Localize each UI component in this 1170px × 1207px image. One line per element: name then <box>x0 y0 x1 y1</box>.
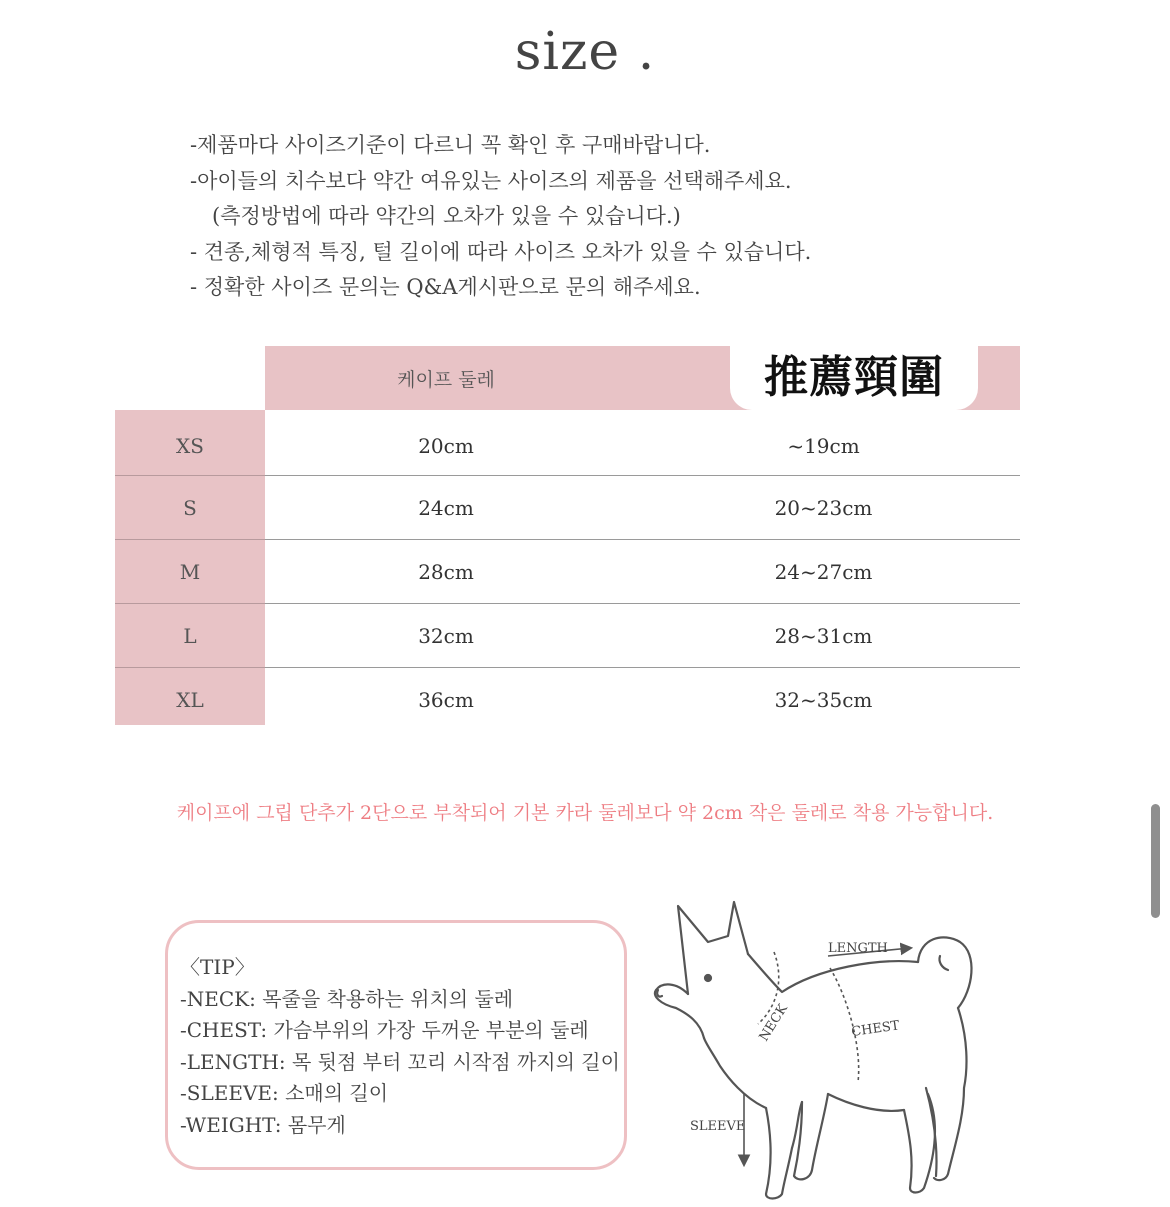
neck-value: ~19cm <box>787 433 860 458</box>
tip-text <box>180 952 640 1141</box>
table-row <box>115 668 1020 731</box>
size-label: XS <box>176 433 204 458</box>
tip-line: -LENGTH: 목 뒷점 부터 꼬리 시작점 까지의 길이 <box>180 1049 620 1074</box>
chest-label: CHEST <box>850 1018 901 1040</box>
note-line: -아이들의 치수보다 약간 여유있는 사이즈의 제품을 선택해주세요. <box>190 168 792 193</box>
tip-heading: 〈TIP〉 <box>180 955 255 979</box>
note-line: - 정확한 사이즈 문의는 Q&A게시판으로 문의 해주세요. <box>190 275 701 299</box>
table-row <box>115 414 1020 477</box>
sleeve-label: SLEEVE <box>690 1119 746 1134</box>
table-row <box>115 540 1020 603</box>
notes <box>190 128 1050 306</box>
size-label: M <box>179 559 201 584</box>
note-line: - 견종,체형적 특징, 털 길이에 따라 사이즈 오차가 있을 수 있습니다. <box>190 239 812 264</box>
scrollbar-thumb[interactable] <box>1151 804 1160 918</box>
size-label: XL <box>176 687 204 712</box>
length-label: LENGTH <box>828 941 888 956</box>
neck-label: NECK <box>756 1001 791 1045</box>
tip-line: -NECK: 목줄을 착용하는 위치의 둘레 <box>180 986 514 1011</box>
cape-value: 28cm <box>418 559 474 584</box>
tip-line: -CHEST: 가슴부위의 가장 두꺼운 부분의 둘레 <box>180 1018 589 1042</box>
neck-value: 28~31cm <box>774 623 873 648</box>
table-row <box>115 476 1020 539</box>
tip-line: -SLEEVE: 소매의 길이 <box>180 1081 389 1105</box>
dog-measurement-illustration <box>648 898 1008 1203</box>
tip-line: -WEIGHT: 몸무게 <box>180 1112 346 1137</box>
table-row <box>115 604 1020 667</box>
page-title: size . <box>514 22 656 82</box>
note-line: (측정방법에 따라 약간의 오차가 있을 수 있습니다.) <box>212 204 681 228</box>
size-label: S <box>183 495 197 520</box>
cape-value: 36cm <box>418 687 474 712</box>
grip-button-note: 케이프에 그립 단추가 2단으로 부착되어 기본 카라 둘레보다 약 2cm 작은 둘레로 착용 가능합니다. <box>176 802 994 824</box>
note-line: -제품마다 사이즈기준이 다르니 꼭 확인 후 구매바랍니다. <box>190 133 711 157</box>
header-cape-circumference: 케이프 둘레 <box>397 368 495 391</box>
cape-value: 32cm <box>418 623 474 648</box>
cape-value: 24cm <box>418 495 474 520</box>
cape-value: 20cm <box>418 433 474 458</box>
header-recommended-neck: 推薦頸圍 <box>730 336 978 410</box>
size-label: L <box>183 623 197 648</box>
neck-value: 24~27cm <box>774 559 873 584</box>
neck-value: 32~35cm <box>774 687 873 712</box>
neck-value: 20~23cm <box>774 495 873 520</box>
